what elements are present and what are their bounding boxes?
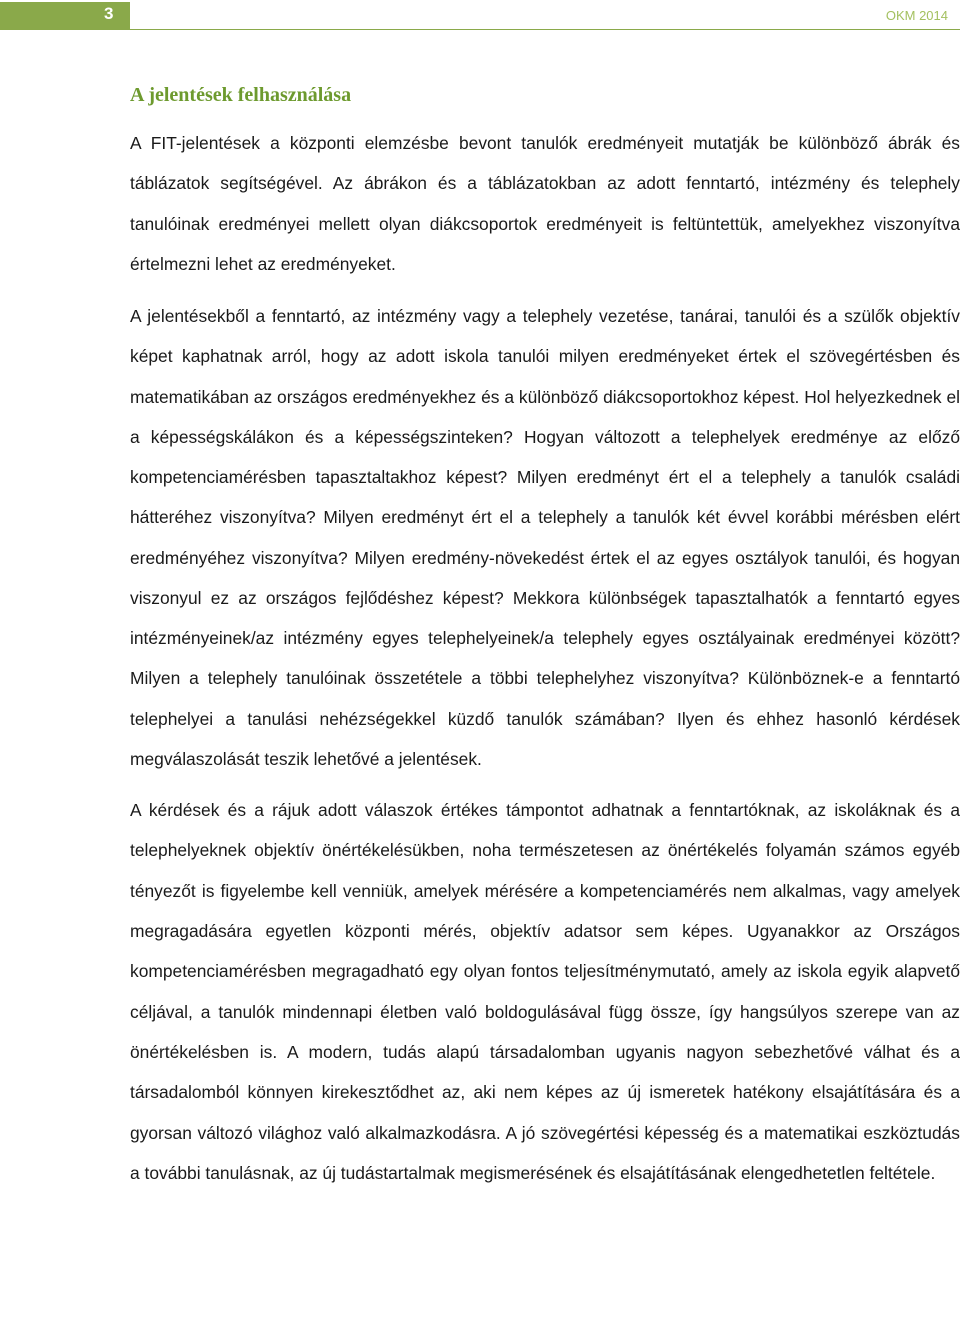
paragraph-questions: A jelentésekből a fenntartó, az intézmény vagy a telephely vezetése, tanárai, tanulói és a szülők objektív képet kaphatnak arról, hogy az adott iskola tanulói milyen eredményeket értek el szövegértésben és matematikában az országos eredményekhez és a különböző diákcsoportokhoz képest. Hol helyezkednek el a képességskálákon és a képességszinteken? Hogyan változott a telephelyek eredménye az előző kompetenciamérésben tapasztaltakhoz képest? Milyen eredményt ért el a telephely a tanulók családi hátteréhez viszonyítva? Milyen eredményt ért el a telephely a tanulók két évvel korábbi mérésben elért eredményéhez viszonyítva? Milyen eredmény-növekedést értek el az egyes osztályok tanulói, és hogyan viszonyul ez az országos fejlődéshez képest? Mekkora különbségek tapasztalhatók a fenntartó egyes intézményeinek/az intézmény egyes telephelyeinek/a telephely egyes osztályainak eredményei között? Milyen a telephely tanulóinak összetétele a többi telephelyhez viszonyítva? Különböznek-e a fenntartó telephelyei a tanulási nehézségekkel küzdő tanulók számában? Ilyen és ehhez hasonló kérdések megválaszolását teszik lehetővé a jelentések.	[130, 306, 960, 769]
page-body	[130, 78, 960, 1193]
document-label: OKM 2014	[885, 8, 948, 23]
header-rule	[130, 29, 960, 30]
section-title: A jelentések felhasználása	[130, 84, 352, 106]
paragraph-intro: A FIT-jelentések a központi elemzésbe bevont tanulók eredményeit mutatják be különböző ábrák és táblázatok segítségével. Az ábrákon és a táblázatokban az adott fenntartó, intézmény és telephely tanulóinak eredményei mellett olyan diákcsoportok eredményeit is feltüntettük, amelyekhez viszonyítva értelmezni lehet az eredményeket.	[130, 133, 960, 274]
page-number: 3	[104, 4, 114, 23]
page-header	[0, 0, 960, 34]
paragraph-self-evaluation: A kérdések és a rájuk adott válaszok értékes támpontot adhatnak a fenntartóknak, az iskoláknak és a telephelyeknek objektív önértékelésükben, noha természetesen az önértékelés folyamán számos egyéb tényezőt is figyelembe kell venniük, amelyek mérésére a kompetenciamérés nem alkalmas, vagy amelyek megragadására egyetlen központi mérés, objektív adatsor sem képes. Ugyanakkor az Országos kompetenciamérésben megragadható egy olyan fontos teljesítménymutató, amely az iskola egyik alapvető céljával, a tanulók mindennapi életben való boldogulásával függ össze, így hangsúlyos szerepe van az önértékelésben is. A modern, tudás alapú társadalomban ugyanis nagyon sebezhetővé válhat és a társadalomból könnyen kirekesztődhet az, aki nem képes az új ismeretek hatékony elsajátítására és a gyorsan változó világhoz való alkalmazkodásra. A jó szövegértési képesség és a matematikai eszköztudás a további tanulásnak, az új tudástartalmak megismerésének és elsajátításának elengedhetetlen feltétele.	[130, 800, 960, 1183]
